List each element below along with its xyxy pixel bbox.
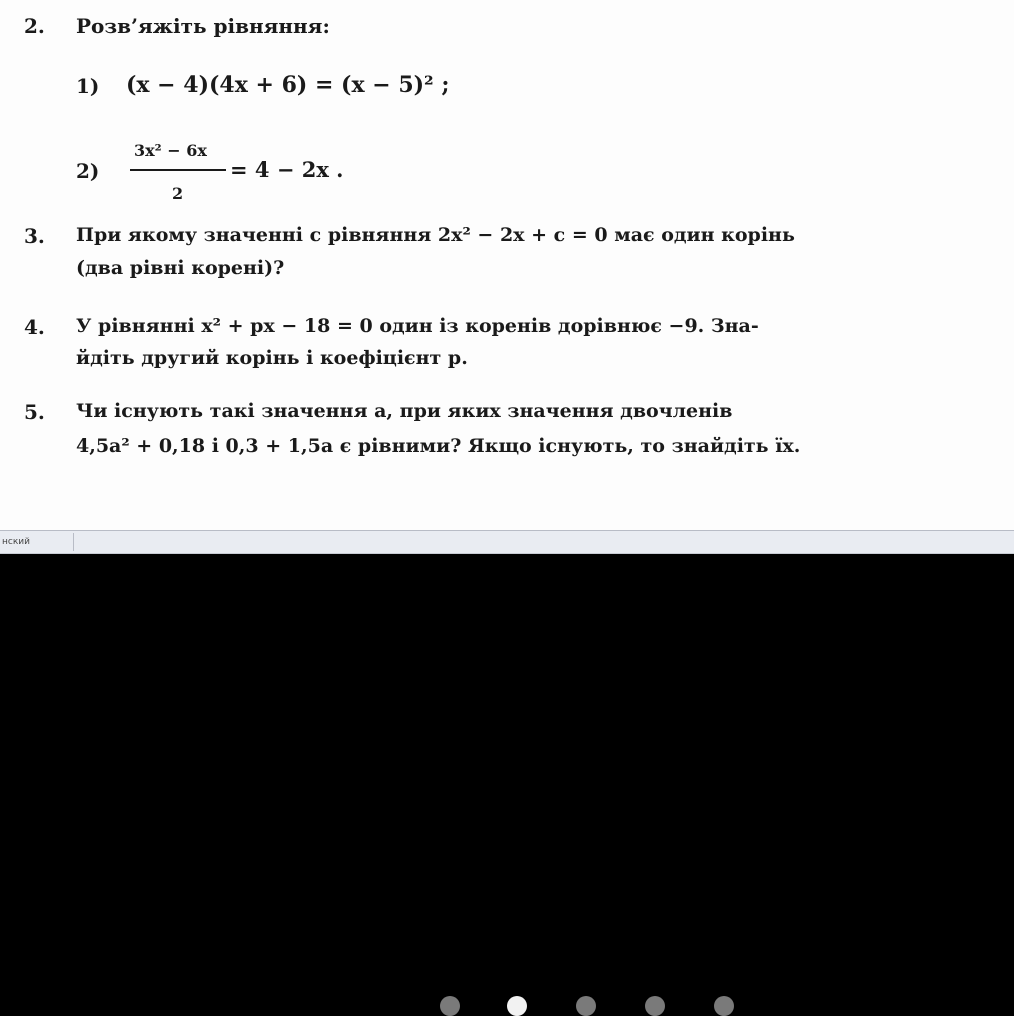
problem-2-item-2-label: 2): [76, 159, 100, 183]
page-dot-3[interactable]: [576, 996, 596, 1016]
problem-4-number: 4.: [24, 315, 45, 339]
problem-2-item-2-denominator: 2: [172, 184, 184, 203]
page-dot-4[interactable]: [645, 996, 665, 1016]
problem-3-number: 3.: [24, 224, 45, 248]
problem-2-item-2-rhs: = 4 − 2x .: [230, 157, 344, 182]
page-dot-2[interactable]: [507, 996, 527, 1016]
fraction-bar: [130, 169, 226, 171]
problem-3-line-2: (два рівні корені)?: [76, 257, 285, 279]
page-indicator: [0, 990, 1014, 1014]
problem-5-number: 5.: [24, 400, 45, 424]
problem-5-line-2: 4,5a² + 0,18 і 0,3 + 1,5a є рівними? Якщо існують, то знайдіть їх.: [76, 435, 801, 457]
language-indicator[interactable]: нский: [0, 533, 74, 551]
problem-4-line-1: У рівнянні x² + px − 18 = 0 один із коренів дорівнює −9. Зна-: [76, 315, 759, 337]
problem-2-item-2-numerator: 3x² − 6x: [134, 141, 207, 160]
page-dot-1[interactable]: [440, 996, 460, 1016]
page-dot-5[interactable]: [714, 996, 734, 1016]
problem-4-line-2: йдіть другий корінь і коефіцієнт p.: [76, 347, 468, 369]
problem-2-title: Розв’яжіть рівняння:: [76, 14, 330, 38]
problem-3-line-1: При якому значенні c рівняння 2x² − 2x + c = 0 має один корінь: [76, 224, 795, 246]
problem-5-line-1: Чи існують такі значення a, при яких значення двочленів: [76, 400, 733, 422]
problem-2-item-1-label: 1): [76, 74, 100, 98]
problem-2-item-1-equation: (x − 4)(4x + 6) = (x − 5)² ;: [126, 72, 450, 98]
status-bar: [0, 530, 1014, 554]
problem-2-number: 2.: [24, 14, 45, 38]
